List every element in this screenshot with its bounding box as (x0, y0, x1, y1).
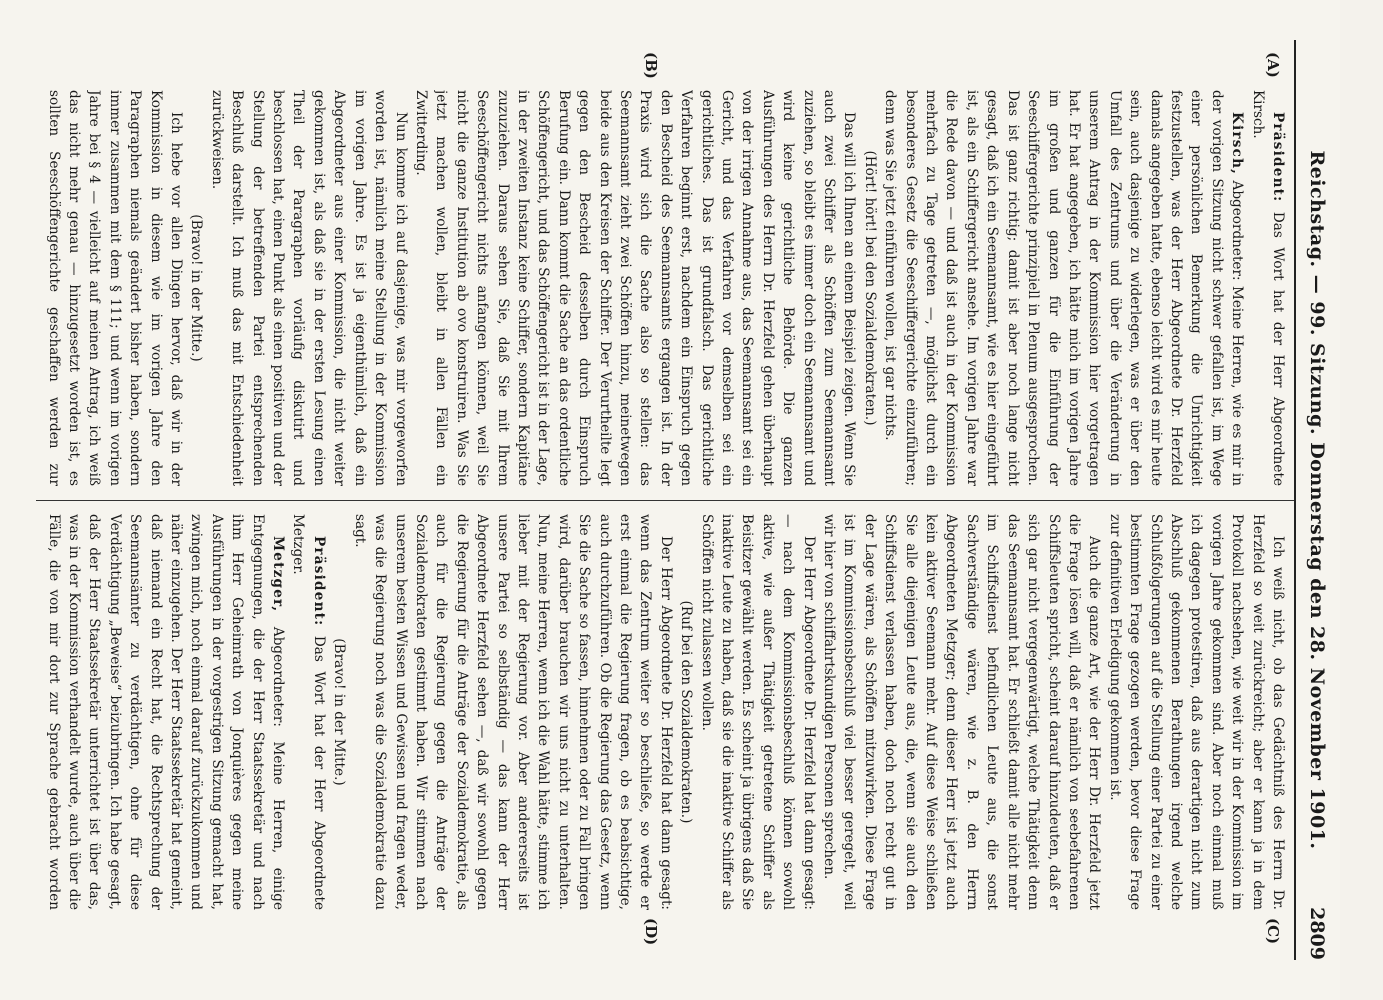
paragraph-text: Abgeordneter: Meine Herren, einige Entgegnungen, die der Herr Staatssekretär und nach ihm Herr Geheimrath von Jonquières gegen meine Ausführungen in der vorgestrigen Sitzung gemacht hat, zwingen mich, noch einmal darauf zurückzukommen und näher einzugehen. Der Herr Staatssekretär hat gemeint, daß niemand ein Recht hat, die Rechtsprechung der Seemannsämter zu verdächtigen, ohne für diese Verdächtigung „Beweise“ beizubringen. Ich habe gesagt, daß der Herr Staatssekretär unterrichtet ist über das, was in der Kommission verhandelt wurde, auch über die Fälle, die von mir dort zur Sprache gebracht worden (45, 514, 287, 910)
stage-direction (859, 90, 879, 486)
paragraph-text: Ich hebe vor allen Dingen hervor, daß wir in der Kommission in diesem wie im vorigen Jahre den Paragraphen niemals geändert bisher haben, sondern immer zusammen mit dem § 111; und wenn im vorigen Jahre bei § 4 — vielleicht auf meinen Antrag, ich weiß das nicht mehr genau — hinzugesetzt worden ist, es sollten Seeschöffengerichte geschaffen werden zur (45, 90, 185, 486)
paragraph-text: (Hört! hört! bei den Sozialdemokraten.) (861, 150, 878, 426)
paragraph-text: Das Wort hat der Herr Abgeordnete Metzger. (290, 514, 327, 910)
right-column (40, 514, 1288, 910)
paragraph-text: (Bravo! in der Mitte.) (331, 638, 348, 786)
paragraph (40, 514, 288, 910)
paragraph (819, 514, 1105, 910)
speaker-name: Präsident: (310, 536, 327, 627)
paragraph-text: (Ruf bei den Sozialdemokraten.) (678, 600, 695, 824)
page-header (1298, 40, 1332, 960)
paragraph (206, 90, 410, 486)
paragraph-text: Das Wort hat der Herr Abgeordnete Kirsch. (1249, 90, 1286, 486)
paragraph (40, 90, 186, 486)
paragraph (349, 514, 676, 910)
paragraph (1104, 514, 1288, 910)
paragraph-text: Nun komme ich auf dasjenige, was mir vorgeworfen worden ist, nämlich meine Stellung in der Kommission im vorigen Jahre. Es ist ja eigenthümlich, daß ein Abgeordneter aus einer Kommission, die nicht weiter gekommen ist, als daß sie in der ersten Lesung einen Theil der Paragraphen vorläufig diskutirt und beschlossen hat, einen Punkt als einen positiven und der Stellung der betreffenden Partei entsprechenden Beschluß darstellt. Ich muß das mit Entschiedenheit zurückweisen. (208, 90, 409, 486)
left-column (40, 90, 1288, 486)
paragraph (696, 514, 818, 910)
speaker-name: Kirsch, (1229, 112, 1246, 176)
speaker-name: Präsident: (1270, 112, 1286, 203)
speaker-name: Metzger, (270, 536, 287, 613)
paragraph-text: Der Herr Abgeordnete Dr. Herzfeld hat dann gesagt: — nach dem Kommissionsbeschluß können sowohl aktive, wie außer Thätigkeit getretene Schiffer als Beisitzer gewählt werden. Es scheint ja übrigens daß Sie inaktive Leute zu haben, daß sie die inaktive Schiffer als Schöffen nicht zulassen wollen. (698, 514, 817, 910)
stage-direction (676, 514, 696, 910)
margin-letter-c: (C) (1264, 918, 1282, 945)
margin-letter-a: (A) (1264, 52, 1282, 78)
paragraph-text: Der Herr Abgeordnete Dr. Herzfeld hat dann gesagt: wenn das Zentrum weiter so beschließe, so werde er erst einmal die Regierung fragen, ob es beabsichtige, auch durchzuführen. Ob die Regierung das Gesetz, wenn Sie die Sache so fassen, hinnehmen oder zu Fall bringen wird, darüber brauchen wir uns nicht zu unterhalten. Nun, meine Herren, wenn ich die Wahl hätte, stimme ich lieber mit der Regierung vor. Aber andererseits ist unsere Partei so selbständig — das kann der Herr Abgeordnete Herzfeld sehen —, daß wir sowohl gegen die Regierung für die Anträge der Sozialdemokratie, als auch für die Regierung gegen die Anträge der Sozialdemokraten gestimmt haben. Wir stimmen nach unserem besten Wissen und Gewissen und fragen weder, was die Regierung noch was die Sozialdemokratie dazu sagt. (351, 514, 674, 910)
margin-letter-b: (B) (642, 52, 660, 79)
paragraph (288, 514, 329, 910)
paragraph-text: Ich weiß nicht, ob das Gedächtniß des Herrn Dr. Herzfeld so weit zurückreicht; aber er kann ja in dem Protokoll nachsehen, wie weit wir in der Kommission im vorigen Jahre gekommen sind. Aber noch einmal muß ich dagegen protestiren, daß aus derartigen nicht zum Abschluß gekommenen Berathungen irgend welche Schlußfolgerungen auf die Stellung einer Partei zu einer bestimmten Frage gezogen werden, bevor diese Frage zur definitiven Erledigung gekommen ist. (1106, 514, 1286, 910)
paragraph (880, 90, 1247, 486)
header-rule (1294, 40, 1296, 960)
stage-direction (186, 90, 206, 486)
paragraph (1247, 90, 1288, 486)
stage-direction (329, 514, 349, 910)
paragraph (411, 90, 860, 486)
paragraph-text: Auch die ganze Art, wie der Herr Dr. Herzfeld jetzt die Frage lösen will, daß er nämlich von seebefahrenen Schiffsleuten spricht, scheint darauf hinzudeuten, daß er sich gar nicht vergegenwärtigt, welche Thätigkeit denn das Seemannsamt hat. Er schließt damit alle nicht mehr im Schiffsdienst befindlichen Leute aus, die sonst Sachverständige wären, wie z. B. den Herrn Abgeordneten Metzger; denn dieser Herr ist jetzt auch kein aktiver Seemann mehr. Auf diese Weise schließen Sie alle diejenigen Leute aus, die, wenn sie auch den Schiffsdienst verlassen haben, doch noch recht gut in der Lage wären, als Schöffen mitzuwirken. Diese Frage ist im Kommissionsbeschluß viel besser geregelt, weil wir hier von schiffahrtskundigen Personen sprechen. (821, 514, 1103, 910)
paragraph-text: Das will ich Ihnen an einem Beispiel zeigen. Wenn Sie auch zwei Schiffer als Schöffen zum Seemannsamt zuziehen, so bleibt es immer doch ein Seemannsamt und wird keine gerichtliche Behörde. Die ganzen Ausführungen des Herrn Dr. Herzfeld gehen überhaupt von der irrigen Annahme aus, das Seemannsamt sei ein Gericht, und das Verfahren vor demselben sei ein gerichtliches. Das ist grundfalsch. Das gerichtliche Verfahren beginnt erst, nachdem ein Einspruch gegen den Bescheid des Seemannsamts ergangen ist. In der Praxis wird sich die Sache also so stellen: das Seemannsamt zieht zwei Schöffen hinzu, meinetwegen beide aus den Kreisen der Schiffer. Der Verurtheilte legt gegen den Bescheid desselben durch Einspruch Berufung ein. Dann kommt die Sache an das ordentliche Schöffengericht, und das Schöffengericht ist in der Lage, in der zweiten Instanz keine Schiffer, sondern Kapitäne zuzuziehen. Daraus sehen Sie, daß Sie mit Ihrem Seeschöffengericht nichts anfangen können, weil Sie nicht die ganze Institution ab ovo konstruiren. Was Sie jetzt machen wollen, bleibt in allen Fällen ein Zwitterding. (412, 90, 858, 486)
paragraph-text: Abgeordneter: Meine Herren, wie es mir in der vorigen Sitzung nicht schwer gefallen ist, im Wege einer persönlichen Bemerkung die Unrichtigkeit festzustellen, was der Herr Abgeordnete Dr. Herzfeld damals angegeben hatte, ebenso leicht wird es mir heute sein, auch dasjenige zu widerlegen, was er über den Umfall des Zentrums und über die Veränderung in unserem Antrag in der Kommission hier vorgetragen hat. Er hat angegeben, ich hätte mich im vorigen Jahre im großen und ganzen für die Einführung der Seeschiffergerichte prinzipiell in Plenum ausgesprochen. Das ist ganz richtig; damit ist aber noch lange nicht gesagt, daß ich ein Seemannsamt, wie es hier eingeführt ist, als ein Schiffergericht ansehe. Im vorigen Jahre war die Rede davon — und daß ist auch in der Kommission mehrfach zu Tage getreten —, möglichst durch ein besonderes Gesetz die Seeschiffergerichte einzuführen; denn was Sie jetzt einführen wollen, ist gar nichts. (882, 90, 1246, 486)
page-number: 2809 (1306, 907, 1328, 960)
page-title: Reichstag. — 99. Sitzung. Donnerstag den 28. November 1901. (1306, 150, 1328, 850)
margin-letter-d: (D) (642, 918, 660, 946)
column-divider (36, 500, 1294, 501)
paragraph-text: (Bravo! in der Mitte.) (188, 214, 205, 362)
